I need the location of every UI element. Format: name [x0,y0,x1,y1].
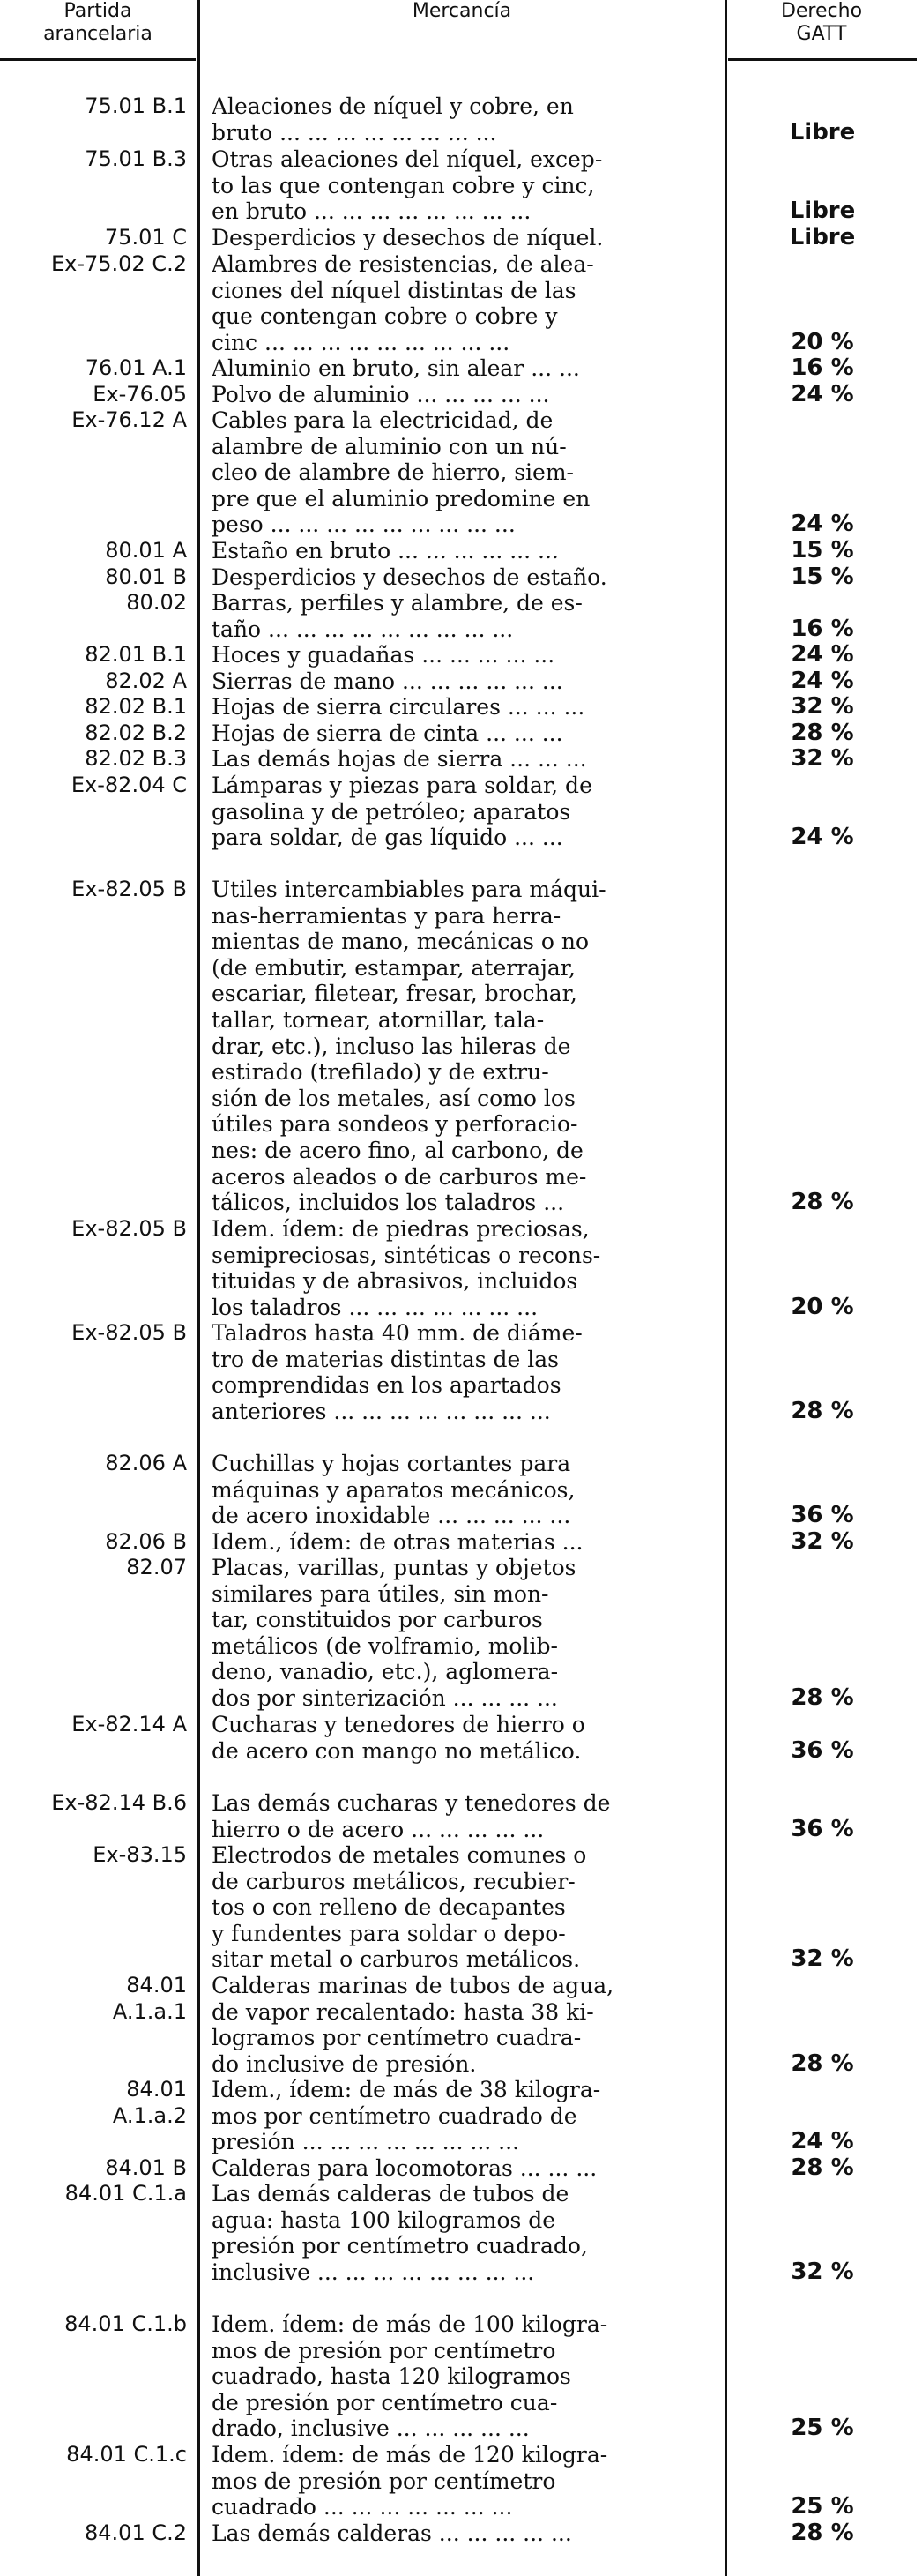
merchandise-description [212,2181,718,2285]
merchandise-description [212,2520,718,2547]
description-line: tituidas y de abrasivos, incluidos [212,1268,578,1295]
table-row [0,538,922,564]
header-partida-line2: arancelaria [43,23,152,45]
header-partida-line1: Partida [63,0,132,22]
merchandise-description [212,382,718,408]
merchandise-description [212,2442,718,2520]
tariff-code-line: 82.07 [126,1555,187,1579]
tariff-code [0,1555,187,1581]
table-row [0,382,922,408]
header-rule-right [728,58,917,61]
description-line: de presión por centímetro cua- [212,2389,558,2415]
description-line: Alambres de resistencias, de alea- [212,251,594,277]
tariff-code [0,1973,187,2025]
description-line: para soldar, de gas líquido ... ... [212,825,563,851]
tariff-code-line: 84.01 C.1.c [66,2442,187,2467]
description-line: deno, vanadio, etc.), aglomera- [212,1659,559,1685]
table-row [0,746,922,773]
tariff-code-line: A.1.a.2 [112,2102,187,2128]
tariff-code-line: 84.01 C.1.a [64,2181,187,2206]
tariff-code-line: 80.01 B [105,564,187,589]
tariff-code [0,773,187,799]
description-line: (de embutir, estampar, aterrajar, [212,954,576,981]
header-derecho [728,0,915,55]
gatt-duty: 32 % [791,1945,854,1973]
merchandise-description [212,2155,718,2182]
merchandise-description [212,407,718,538]
tariff-code-line: 82.06 A [105,1451,187,1475]
description-line: Idem. ídem: de piedras preciosas, [212,1216,590,1242]
merchandise-description [212,746,718,773]
table-row [0,407,922,538]
merchandise-description [212,642,718,668]
table-row [0,773,922,851]
description-line: Hojas de sierra circulares ... ... ... [212,694,585,720]
gatt-duty: 36 % [791,1736,854,1764]
tariff-code-line: 80.01 A [105,538,187,563]
gatt-duty: 24 % [791,511,854,538]
gatt-duty: 32 % [791,745,854,772]
description-line: drar, etc.), incluso las hileras de [212,1033,571,1059]
table-row [0,1451,922,1529]
description-line: tar, constituidos por carburos [212,1607,543,1633]
description-line: anteriores ... ... ... ... ... ... ... ... [212,1398,551,1424]
tariff-code-line: Ex-82.14 A [71,1712,187,1736]
tariff-code [0,93,187,120]
gatt-duty: 28 % [791,720,854,746]
header-derecho-line2: GATT [796,23,847,45]
table-row [0,2442,922,2520]
description-line: y fundentes para soldar o depo- [212,1920,566,1946]
gatt-duty: 28 % [791,2154,854,2181]
description-line: presión por centímetro cuadrado, [212,2233,588,2259]
gatt-duty: 24 % [791,641,854,668]
merchandise-description [212,2077,718,2155]
table-row [0,590,922,642]
gatt-duty: Libre [789,198,856,225]
tariff-code [0,2442,187,2468]
description-line: tro de materias distintas de las [212,1346,559,1372]
merchandise-description [212,721,718,747]
description-line: dos por sinterización ... ... ... ... [212,1684,558,1711]
gatt-duty: 24 % [791,824,854,851]
tariff-code [0,2155,187,2182]
tariff-code-line: Ex-76.05 [93,382,187,407]
gatt-duty: 16 % [791,615,854,642]
gatt-duty: 16 % [791,355,854,381]
merchandise-description [212,1216,718,1320]
tariff-code [0,564,187,591]
description-line: Estaño en bruto ... ... ... ... ... ... [212,538,559,564]
description-line: útiles para sondeos y perforacio- [212,1111,578,1138]
description-line: escariar, filetear, fresar, brochar, [212,981,577,1007]
description-line: similares para útiles, sin mon- [212,1580,549,1607]
description-line: nes: de acero fino, al carbono, de [212,1137,584,1163]
tariff-code [0,1451,187,1477]
description-line: cinc ... ... ... ... ... ... ... ... ... [212,329,510,355]
description-line: tálicos, incluidos los taladros ... [212,1190,565,1216]
description-line: tos o con relleno de decapantes [212,1894,566,1921]
description-line: cuadrado, hasta 120 kilogramos [212,2363,571,2390]
tariff-code-line: 76.01 A.1 [85,355,187,380]
tariff-code-line: 84.01 C.2 [85,2520,187,2545]
description-line: Idem. ídem: de más de 120 kilogra- [212,2442,608,2468]
merchandise-description [212,694,718,721]
description-line: Desperdicios y desechos de níquel. [212,225,604,250]
tariff-code [0,1790,187,1817]
description-line: que contengan cobre o cobre y [212,303,558,330]
description-line: Lámparas y piezas para soldar, de [212,773,592,798]
tariff-code [0,1529,187,1556]
gatt-duty: 28 % [791,1397,854,1424]
description-line: Hoces y guadañas ... ... ... ... ... [212,642,555,668]
description-line: Barras, perfiles y alambre, de es- [212,590,583,616]
tariff-code [0,694,187,721]
tariff-code [0,1842,187,1869]
description-line: Otras aleaciones del níquel, excep- [212,146,603,172]
tariff-code [0,642,187,668]
description-line: Aleaciones de níquel y cobre, en [212,93,574,119]
table-row [0,642,922,668]
merchandise-description [212,1712,718,1764]
description-line: hierro o de acero ... ... ... ... ... [212,1816,545,1842]
description-line: logramos por centímetro cuadra- [212,2025,582,2051]
tariff-code [0,877,187,903]
description-line: aceros aleados o de carburos me- [212,1163,587,1190]
table-row [0,1216,922,1320]
description-line: Idem., ídem: de más de 38 kilogra- [212,2077,601,2102]
description-line: drado, inclusive ... ... ... ... ... [212,2415,530,2442]
table-row [0,2155,922,2182]
description-line: Polvo de aluminio ... ... ... ... ... [212,382,550,407]
tariff-code [0,746,187,773]
merchandise-description [212,1790,718,1842]
tariff-code [0,382,187,408]
description-line: alambre de aluminio con un nú- [212,433,567,459]
description-line: do inclusive de presión. [212,2050,477,2077]
tariff-code-line: 84.01 [126,2077,187,2102]
tariff-code-line: 84.01 C.1.b [64,2311,187,2336]
tariff-code-line: 84.01 [126,1973,187,1997]
description-line: metálicos (de volframio, molib- [212,1632,558,1659]
description-line: cuadrado ... ... ... ... ... ... ... [212,2494,513,2520]
gatt-duty: 36 % [791,1815,854,1842]
description-line: Sierras de mano ... ... ... ... ... ... [212,668,563,694]
tariff-code-line: Ex-82.05 B [71,1320,187,1345]
gatt-duty: Libre [789,224,856,250]
description-line: Placas, varillas, puntas y objetos [212,1555,576,1580]
tariff-code [0,225,187,251]
merchandise-description [212,1529,718,1556]
gatt-duty: 32 % [791,2258,854,2285]
description-line: en bruto ... ... ... ... ... ... ... ... [212,198,532,225]
table-row [0,225,922,251]
tariff-code [0,721,187,747]
description-line: de vapor recalentado: hasta 38 ki- [212,1998,594,2025]
tariff-code [0,407,187,434]
description-line: de carburos metálicos, recubier- [212,1868,576,1894]
gatt-duty: 28 % [791,1684,854,1711]
description-line: mos por centímetro cuadrado de [212,2102,577,2129]
description-line: Calderas marinas de tubos de agua, [212,1973,614,1998]
table-row [0,251,922,355]
tariff-code [0,146,187,173]
tariff-code-line: Ex-83.15 [93,1842,187,1867]
table-row [0,2077,922,2155]
table-row [0,1712,922,1764]
gatt-duty: 20 % [791,1293,854,1320]
description-line: agua: hasta 100 kilogramos de [212,2206,556,2233]
tariff-code-line: 82.02 B.1 [85,694,187,719]
tariff-code-line: 82.02 B.3 [85,746,187,771]
tariff-code-line: 75.01 C [104,225,187,250]
description-line: Idem., ídem: de otras materias ... [212,1529,584,1555]
tariff-code [0,1216,187,1243]
description-line: de acero inoxidable ... ... ... ... ... [212,1503,571,1529]
description-line: comprendidas en los apartados [212,1372,561,1399]
description-line: Las demás cucharas y tenedores de [212,1790,611,1816]
gatt-duty: 15 % [791,537,854,564]
merchandise-description [212,1555,718,1712]
merchandise-description [212,355,718,382]
header-mercancia-label: Mercancía [412,0,512,22]
description-line: Las demás hojas de sierra ... ... ... [212,746,587,772]
description-line: peso ... ... ... ... ... ... ... ... ... [212,511,516,538]
merchandise-description [212,251,718,355]
tariff-code [0,2181,187,2207]
tariff-code-line: Ex-82.05 B [71,1216,187,1241]
tariff-code-line: 80.02 [126,590,187,615]
table-row [0,2311,922,2442]
merchandise-description [212,2311,718,2442]
tariff-code [0,1712,187,1738]
table-row [0,355,922,382]
description-line: Las demás calderas ... ... ... ... ... [212,2520,572,2546]
description-line: semipreciosas, sintéticas o recons- [212,1242,601,1268]
tariff-code-line: 82.02 A [105,668,187,693]
description-line: tallar, tornear, atornillar, tala- [212,1006,545,1033]
description-line: Calderas para locomotoras ... ... ... [212,2155,598,2181]
description-line: to las que contengan cobre y cinc, [212,172,595,198]
tariff-code [0,668,187,695]
description-line: Desperdicios y desechos de estaño. [212,564,607,590]
description-line: sitar metal o carburos metálicos. [212,1946,581,1973]
merchandise-description [212,225,718,251]
gatt-duty: 24 % [791,2128,854,2155]
tariff-code [0,538,187,564]
tariff-code [0,1320,187,1347]
merchandise-description [212,590,718,642]
tariff-code [0,590,187,616]
tariff-code-line: A.1.a.1 [112,1998,187,2024]
tariff-code-line: Ex-82.04 C [71,773,187,797]
merchandise-description [212,93,718,146]
tariff-code-line: Ex-76.12 A [71,407,187,432]
description-line: Las demás calderas de tubos de [212,2181,569,2206]
table-row [0,1555,922,1712]
table-row [0,877,922,1216]
merchandise-description [212,1451,718,1529]
tariff-code-line: 84.01 B [105,2155,187,2180]
merchandise-description [212,773,718,851]
tariff-code-line: Ex-82.05 B [71,877,187,901]
tariff-code [0,2077,187,2129]
tariff-code-line: 82.02 B.2 [85,721,187,745]
tariff-code [0,355,187,382]
gatt-duty: Libre [789,118,856,146]
tariff-code-line: 82.01 B.1 [85,642,187,667]
header-mercancia [201,0,723,55]
description-line: Taladros hasta 40 mm. de diáme- [212,1320,583,1346]
table-row [0,721,922,747]
gatt-duty: 32 % [791,1528,854,1555]
gatt-duty: 24 % [791,668,854,694]
description-line: mos de presión por centímetro [212,2468,556,2494]
table-row [0,1320,922,1424]
description-line: nas-herramientas y para herra- [212,902,561,929]
description-line: inclusive ... ... ... ... ... ... ... ... [212,2259,535,2285]
description-line: de acero con mango no metálico. [212,1737,582,1764]
table-row [0,1842,922,1973]
gatt-duty: 28 % [791,2520,854,2546]
description-line: Cables para la electricidad, de [212,407,554,433]
header-derecho-line1: Derecho [780,0,863,22]
description-line: Cucharas y tenedores de hierro o [212,1712,585,1737]
gatt-duty: 15 % [791,564,854,590]
merchandise-description [212,1320,718,1424]
merchandise-description [212,1973,718,2077]
header-partida [0,0,196,55]
description-line: cleo de alambre de hierro, siem- [212,459,574,486]
merchandise-description [212,564,718,591]
description-line: Aluminio en bruto, sin alear ... ... [212,355,580,381]
gatt-duty: 32 % [791,693,854,720]
description-line: Cuchillas y hojas cortantes para [212,1451,571,1476]
table-row [0,1529,922,1556]
description-line: sión de los metales, así como los [212,1085,576,1111]
table-row [0,564,922,591]
merchandise-description [212,877,718,1216]
description-line: gasolina y de petróleo; aparatos [212,798,571,825]
table-row [0,2520,922,2547]
gatt-duty: 36 % [791,1502,854,1529]
merchandise-description [212,668,718,695]
description-line: los taladros ... ... ... ... ... ... ... [212,1294,539,1320]
table-row [0,694,922,721]
merchandise-description [212,146,718,225]
tariff-code-line: 75.01 B.3 [85,146,187,171]
tariff-code [0,251,187,278]
gatt-duty: 25 % [791,2415,854,2442]
description-line: mos de presión por centímetro [212,2337,556,2363]
description-line: presión ... ... ... ... ... ... ... ... [212,2129,520,2155]
description-line: estirado (trefilado) y de extru- [212,1059,549,1086]
description-line: pre que el aluminio predomine en [212,485,591,511]
description-line: máquinas y aparatos mecánicos, [212,1476,576,1503]
header-rule-left [0,58,196,61]
gatt-duty: 20 % [791,328,854,355]
table-row [0,146,922,225]
table-row [0,1973,922,2077]
tariff-code-line: Ex-75.02 C.2 [50,251,187,276]
description-line: Idem. ídem: de más de 100 kilogra- [212,2311,608,2337]
description-line: bruto ... ... ... ... ... ... ... ... [212,119,497,146]
table-row [0,668,922,695]
gatt-duty: 25 % [791,2493,854,2520]
tariff-code [0,2311,187,2338]
description-line: taño ... ... ... ... ... ... ... ... ... [212,616,514,642]
table-row [0,93,922,146]
merchandise-description [212,1842,718,1973]
gatt-duty: 28 % [791,1189,854,1216]
tariff-code [0,2520,187,2547]
description-line: ciones del níquel distintas de las [212,277,576,303]
gatt-duty: 28 % [791,2050,854,2077]
table-row [0,1790,922,1842]
tariff-code-line: 82.06 B [105,1529,187,1554]
description-line: Electrodos de metales comunes o [212,1842,587,1868]
merchandise-description [212,538,718,564]
gatt-duty: 24 % [791,381,854,407]
tariff-code-line: 75.01 B.1 [85,93,187,118]
description-line: Hojas de sierra de cinta ... ... ... [212,721,563,746]
description-line: Utiles intercambiables para máqui- [212,877,606,902]
tariff-code-line: Ex-82.14 B.6 [51,1790,187,1815]
description-line: mientas de mano, mecánicas o no [212,929,590,955]
table-row [0,2181,922,2285]
